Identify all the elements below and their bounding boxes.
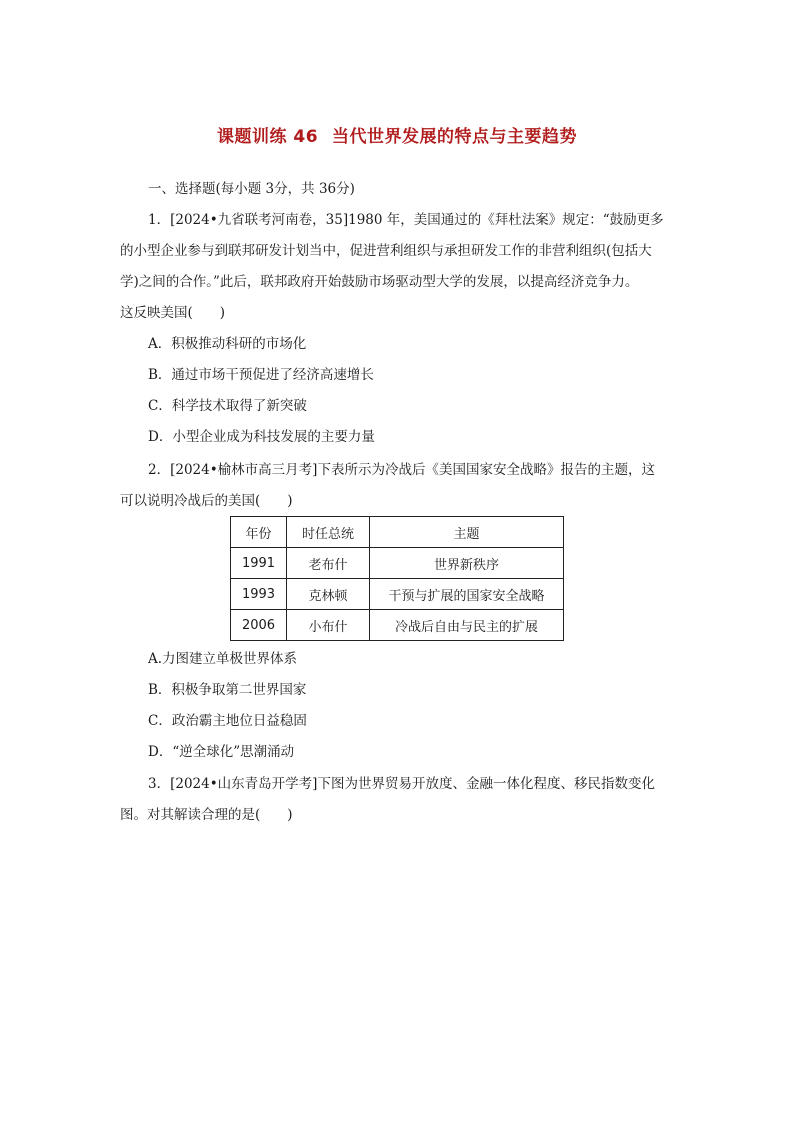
table-cell-year: 1991	[231, 548, 287, 579]
page-title	[0, 122, 794, 147]
table-cell-year: 1993	[231, 579, 287, 610]
question-2-option-a: A.力图建立单极世界体系	[148, 651, 298, 667]
table-row	[231, 579, 564, 610]
table-cell-theme: 干预与扩展的国家安全战略	[370, 579, 564, 610]
question-2-option-c: C．政治霸主地位日益稳固	[148, 713, 307, 729]
table-cell-president: 小布什	[287, 610, 370, 641]
question-1-option-b: B．通过市场干预促进了经济高速增长	[148, 367, 374, 383]
table-cell-year: 2006	[231, 610, 287, 641]
table-cell-theme: 世界新秩序	[370, 548, 564, 579]
question-1-option-c: C．科学技术取得了新突破	[148, 398, 307, 414]
title-prefix: 课题训练 46	[216, 127, 319, 147]
question-1-line: 学)之间的合作。”此后，联邦政府开始鼓励市场驱动型大学的发展，以提高经济竞争力。	[120, 274, 639, 290]
table-row	[231, 548, 564, 579]
title-main: 当代世界发展的特点与主要趋势	[332, 127, 578, 147]
question-2-option-d: D．“逆全球化”思潮涌动	[148, 744, 295, 760]
table-header-theme: 主题	[370, 517, 564, 548]
question-1-line: 1．[2024•九省联考河南卷，35]1980 年，美国通过的《拜杜法案》规定：“鼓励更多	[148, 212, 664, 228]
question-1-line: 这反映美国( )	[120, 305, 226, 321]
table-cell-theme: 冷战后自由与民主的扩展	[370, 610, 564, 641]
question-1-option-a: A．积极推动科研的市场化	[148, 336, 307, 352]
question-2-option-b: B．积极争取第二世界国家	[148, 682, 307, 698]
question-3-line: 3．[2024•山东青岛开学考]下图为世界贸易开放度、金融一体化程度、移民指数变化	[148, 776, 655, 792]
question-1-line: 的小型企业参与到联邦研发计划当中，促进营利组织与承担研发工作的非营利组织(包括大	[120, 243, 652, 259]
section-heading: 一、选择题(每小题 3分，共 36分)	[148, 181, 355, 197]
table-row	[231, 610, 564, 641]
table-header-year: 年份	[231, 517, 287, 548]
table-header-row	[231, 517, 564, 548]
table-cell-president: 老布什	[287, 548, 370, 579]
question-2-line: 2．[2024•榆林市高三月考]下表所示为冷战后《美国国家安全战略》报告的主题，这	[148, 462, 655, 478]
strategy-table	[230, 516, 564, 641]
table-cell-president: 克林顿	[287, 579, 370, 610]
table-header-president: 时任总统	[287, 517, 370, 548]
question-1-option-d: D．小型企业成为科技发展的主要力量	[148, 429, 375, 445]
question-3-line: 图。对其解读合理的是( )	[120, 807, 293, 823]
question-2-line: 可以说明冷战后的美国( )	[120, 493, 293, 509]
